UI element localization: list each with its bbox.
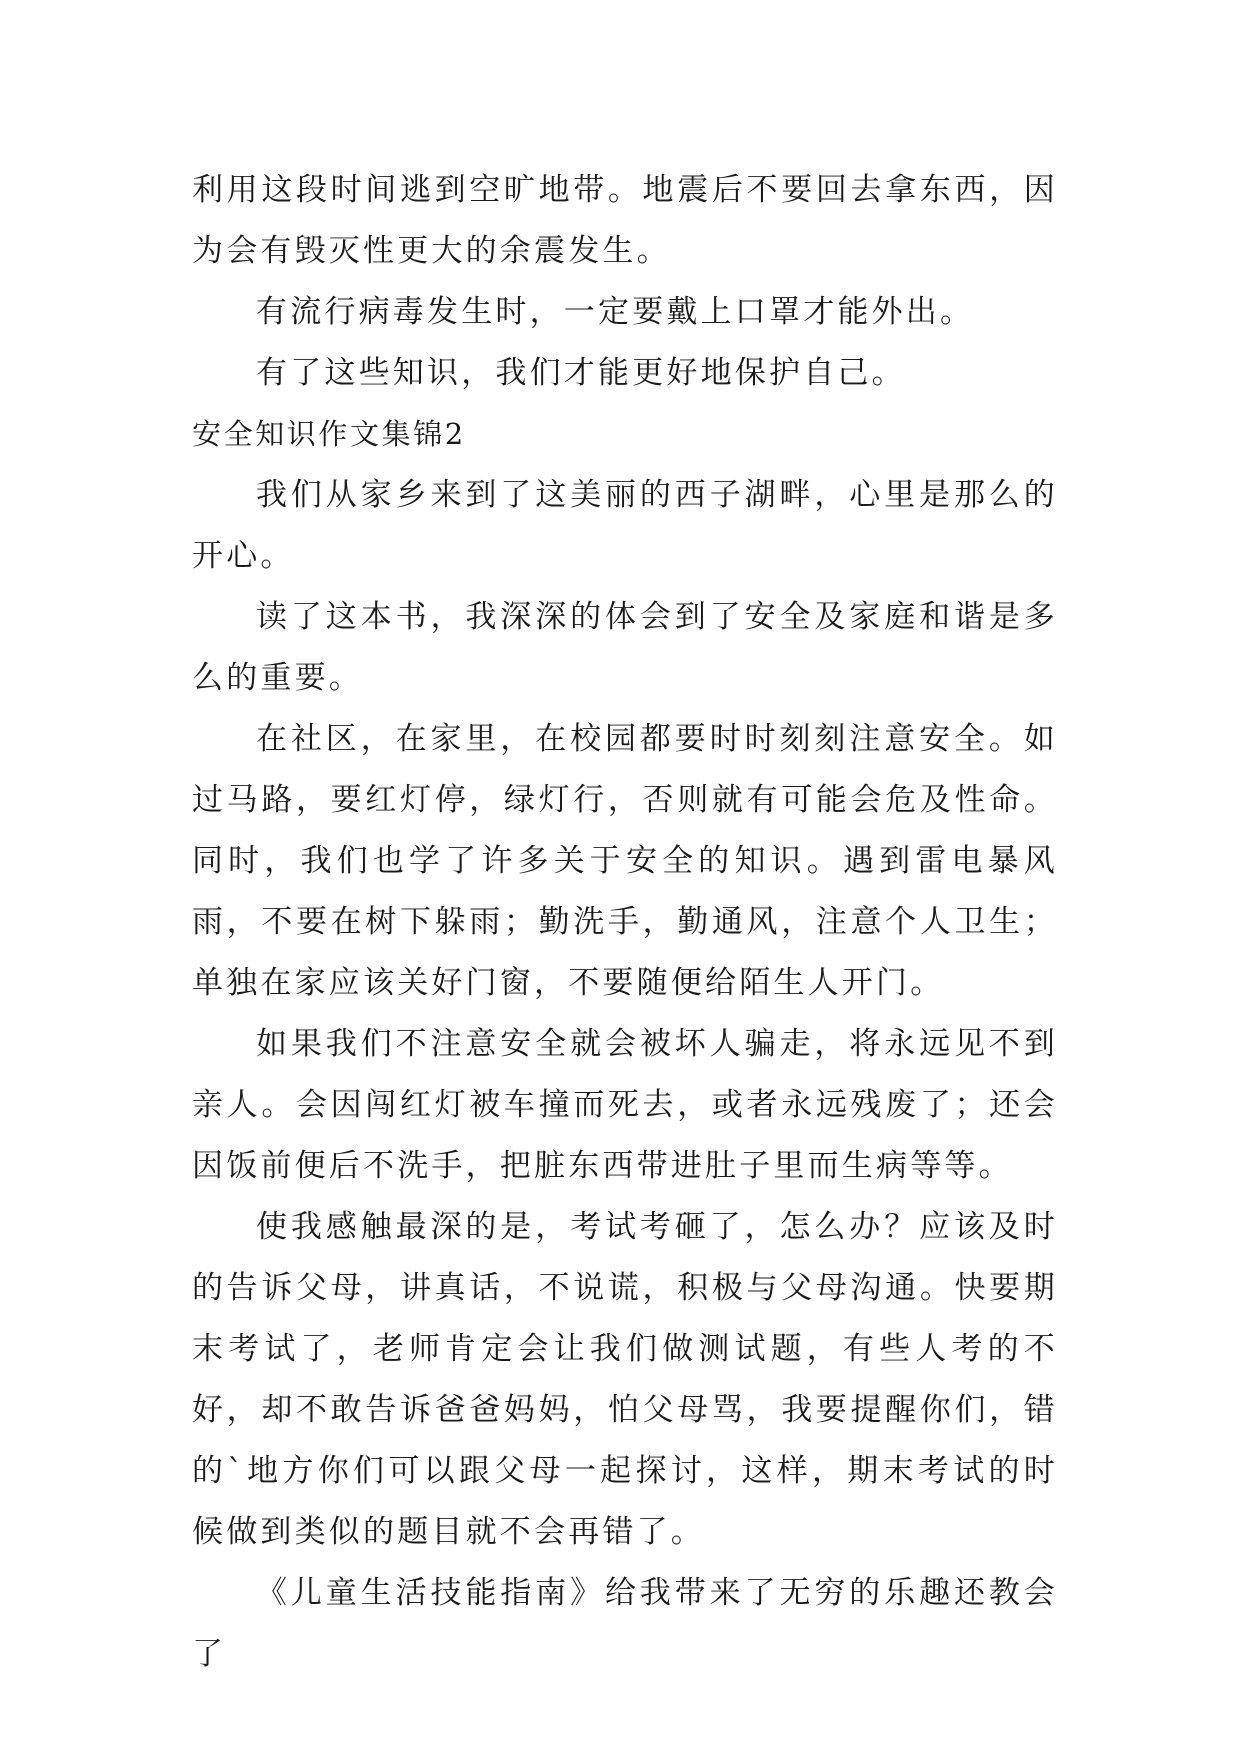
paragraph-exam-honesty: 使我感触最深的是，考试考砸了，怎么办？应该及时的告诉父母，讲真话，不说谎，积极与父母沟通。快要期末考试了，老师肯定会让我们做测试题，有些人考的不好，却不敢告诉爸爸妈妈，怕父母骂，我要提醒你们，错的`地方你们可以跟父母一起探讨，这样，期末考试的时候做到类似的题目就不会再错了。 <box>192 1209 1058 1550</box>
paragraph-consequences: 如果我们不注意安全就会被坏人骗走，将永远见不到亲人。会因闯红灯被车撞而死去，或者永远残废了；还会因饭前便后不洗手，把脏东西带进肚子里而生病等等。 <box>192 1026 1058 1184</box>
paragraph-epidemic-mask: 有流行病毒发生时，一定要戴上口罩才能外出。 <box>256 294 975 330</box>
section-title: 安全知识作文集锦2 <box>192 417 466 451</box>
paragraph-earthquake-continued: 利用这段时间逃到空旷地带。地震后不要回去拿东西，因为会有毁灭性更大的余震发生。 <box>192 172 1058 269</box>
paragraph-guide-book: 《儿童生活技能指南》给我带来了无穷的乐趣还教会了 <box>192 1575 1058 1672</box>
paragraph-book-reflection: 读了这本书，我深深的体会到了安全及家庭和谐是多么的重要。 <box>192 599 1058 696</box>
document-page <box>192 160 1058 1685</box>
paragraph-west-lake: 我们从家乡来到了这美丽的西子湖畔，心里是那么的开心。 <box>192 477 1058 574</box>
paragraph-safety-everywhere: 在社区，在家里，在校园都要时时刻刻注意安全。如过马路，要红灯停，绿灯行，否则就有可能会危及性命。同时，我们也学了许多关于安全的知识。遇到雷电暴风雨，不要在树下躲雨；勤洗手，勤通风，注意个人卫生；单独在家应该关好门窗，不要随便给陌生人开门。 <box>192 721 1058 1001</box>
paragraph-knowledge-protect: 有了这些知识，我们才能更好地保护自己。 <box>256 355 906 391</box>
